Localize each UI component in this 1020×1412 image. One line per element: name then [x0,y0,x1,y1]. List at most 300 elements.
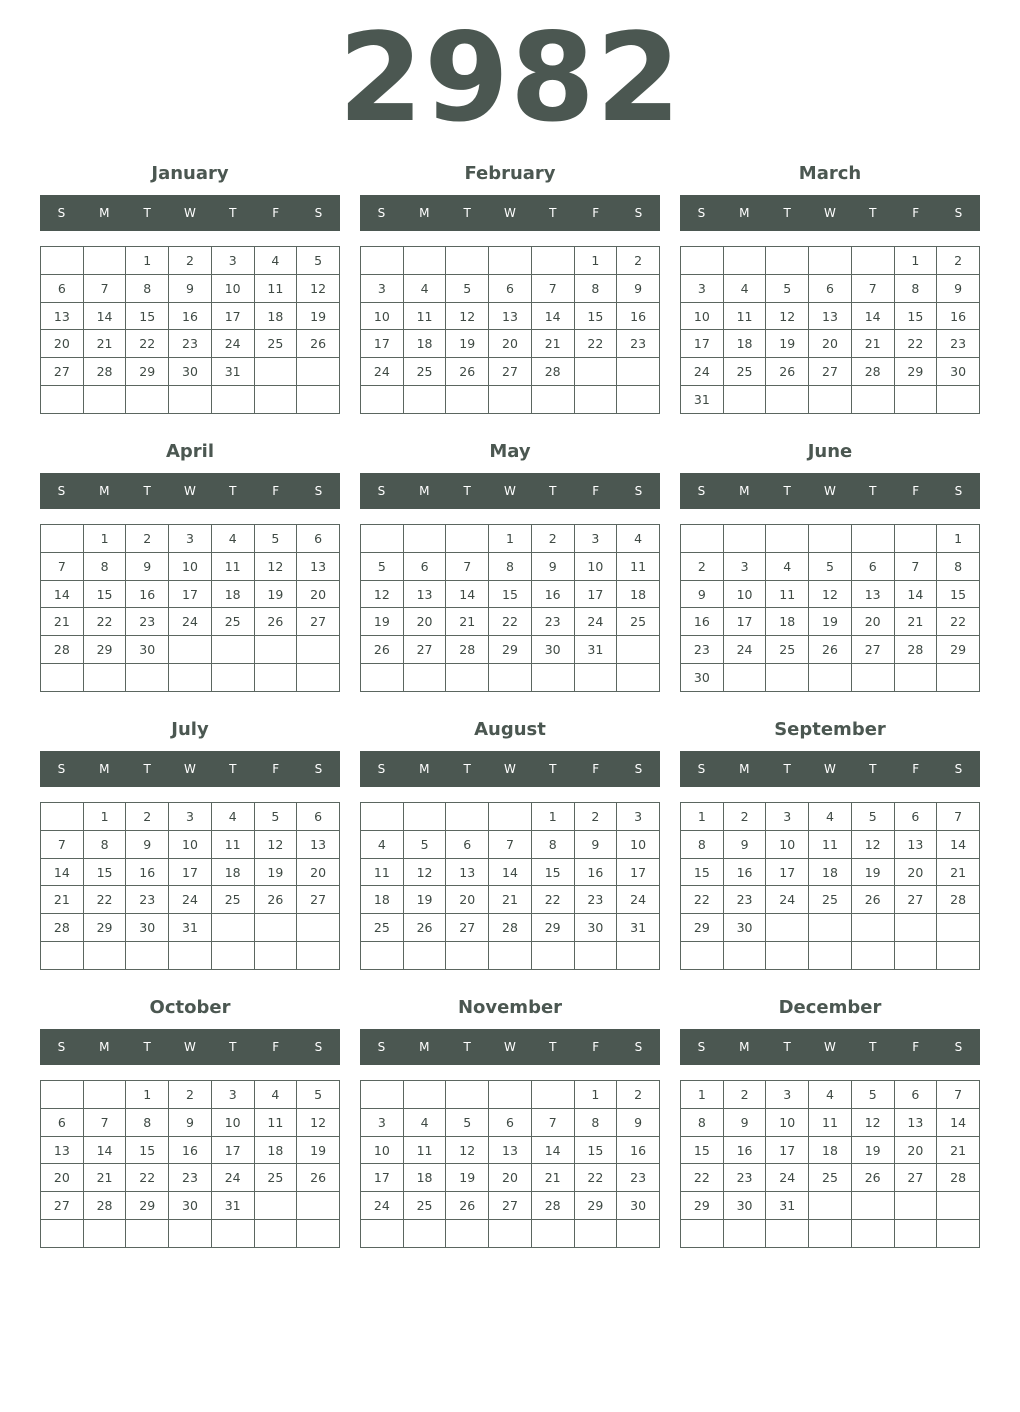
day-cell: 24 [617,886,660,914]
day-cell [937,386,980,414]
day-cell: 22 [574,1164,617,1192]
week-row [361,274,660,302]
day-cell: 18 [361,886,404,914]
day-cell [809,386,852,414]
day-cell: 25 [766,636,809,664]
weekday-label: T [463,206,471,220]
day-cell [489,1220,532,1248]
week-row [41,330,340,358]
weekday-label: S [57,762,66,776]
day-cell: 12 [297,1108,340,1136]
day-cell: 21 [937,1136,980,1164]
day-cell: 19 [851,858,894,886]
day-cell: 23 [617,330,660,358]
week-row [41,525,340,553]
day-cell: 16 [723,858,766,886]
day-cell: 20 [809,330,852,358]
day-table [360,246,660,414]
weekday-label: F [272,1040,280,1054]
day-cell: 11 [211,552,254,580]
day-cell: 30 [937,358,980,386]
day-cell: 14 [937,1108,980,1136]
day-cell: 22 [681,886,724,914]
day-cell: 7 [446,552,489,580]
week-row [361,1164,660,1192]
weekday-header [40,195,340,231]
day-cell [617,1220,660,1248]
day-cell [574,386,617,414]
day-cell: 21 [531,1164,574,1192]
day-cell [446,803,489,831]
day-cell: 10 [169,552,212,580]
day-cell: 5 [297,1081,340,1109]
day-cell: 19 [403,886,446,914]
day-cell [681,247,724,275]
day-cell: 2 [169,1081,212,1109]
day-cell [297,358,340,386]
day-cell: 13 [297,830,340,858]
day-cell: 25 [361,914,404,942]
day-cell: 8 [681,1108,724,1136]
week-row [361,608,660,636]
day-cell: 20 [489,1164,532,1192]
weekday-label: S [634,1040,643,1054]
day-cell: 11 [809,830,852,858]
weekday-label: T [143,206,151,220]
day-cell: 11 [403,302,446,330]
day-cell: 11 [254,274,297,302]
day-cell: 17 [211,302,254,330]
weekday-label: F [592,762,600,776]
day-cell [403,525,446,553]
week-row [681,942,980,970]
day-cell: 5 [254,525,297,553]
day-cell: 10 [766,1108,809,1136]
day-cell: 16 [681,608,724,636]
day-cell: 23 [126,608,169,636]
day-cell: 28 [489,914,532,942]
month-name: January [151,163,229,184]
day-cell [531,664,574,692]
weekday-header [360,473,660,509]
weekday-label: T [869,1040,877,1054]
day-cell [851,1192,894,1220]
day-cell: 8 [83,552,126,580]
day-cell: 26 [766,358,809,386]
day-cell: 16 [126,858,169,886]
day-cell: 18 [211,858,254,886]
day-cell: 19 [361,608,404,636]
day-cell: 27 [894,1164,937,1192]
day-cell [403,1081,446,1109]
week-row [361,1220,660,1248]
day-cell: 3 [211,247,254,275]
day-cell: 12 [809,580,852,608]
day-cell [361,386,404,414]
day-cell: 6 [403,552,446,580]
weekday-label: T [783,206,791,220]
day-cell [41,803,84,831]
day-cell: 28 [446,636,489,664]
day-cell: 28 [83,358,126,386]
day-cell: 7 [41,830,84,858]
day-cell: 3 [617,803,660,831]
day-cell: 25 [254,330,297,358]
day-cell: 10 [211,274,254,302]
day-cell: 14 [894,580,937,608]
weekday-label: T [143,484,151,498]
day-cell [254,636,297,664]
day-cell: 5 [851,1081,894,1109]
day-cell: 29 [681,1192,724,1220]
day-cell [851,1220,894,1248]
week-row [681,1108,980,1136]
day-cell: 20 [851,608,894,636]
day-cell: 11 [617,552,660,580]
week-row [41,274,340,302]
week-row [361,330,660,358]
day-cell: 30 [126,636,169,664]
weekday-label: S [697,206,706,220]
day-cell: 14 [41,858,84,886]
day-cell: 5 [766,274,809,302]
week-row [41,1164,340,1192]
day-cell: 22 [531,886,574,914]
day-cell: 20 [894,858,937,886]
day-cell [254,942,297,970]
day-cell [766,664,809,692]
week-row [361,942,660,970]
week-row [41,803,340,831]
week-row [681,914,980,942]
day-cell: 21 [446,608,489,636]
day-cell: 16 [169,302,212,330]
weekday-label: F [912,1040,920,1054]
day-cell: 17 [766,858,809,886]
day-cell: 15 [83,580,126,608]
day-cell: 18 [809,1136,852,1164]
week-row [41,358,340,386]
day-cell: 1 [894,247,937,275]
day-cell: 24 [361,1192,404,1220]
week-row [41,247,340,275]
day-cell [254,386,297,414]
day-cell: 23 [681,636,724,664]
day-cell [809,664,852,692]
weekday-label: W [504,762,516,776]
day-cell: 10 [211,1108,254,1136]
day-cell: 14 [489,858,532,886]
day-cell [531,942,574,970]
day-cell: 5 [446,274,489,302]
week-row [41,664,340,692]
day-cell [766,942,809,970]
week-row [41,942,340,970]
weekday-header [680,751,980,787]
month-name: June [807,441,853,462]
day-cell: 22 [574,330,617,358]
day-cell: 17 [617,858,660,886]
day-cell: 28 [83,1192,126,1220]
day-cell: 13 [41,302,84,330]
week-row [41,914,340,942]
weekday-label: W [504,206,516,220]
day-cell: 28 [851,358,894,386]
day-table [680,246,980,414]
day-cell: 25 [254,1164,297,1192]
day-cell [766,247,809,275]
day-cell: 29 [574,1192,617,1220]
day-cell: 3 [361,274,404,302]
month-name: September [774,719,886,740]
day-cell [169,942,212,970]
day-cell: 19 [297,302,340,330]
week-row [681,886,980,914]
day-cell [617,358,660,386]
day-cell [617,636,660,664]
day-cell [41,247,84,275]
week-row [361,525,660,553]
day-cell: 9 [617,1108,660,1136]
day-cell: 1 [681,1081,724,1109]
day-cell: 26 [851,1164,894,1192]
day-cell: 11 [361,858,404,886]
day-cell: 13 [894,830,937,858]
day-cell [403,1220,446,1248]
day-cell: 24 [211,1164,254,1192]
day-cell: 5 [361,552,404,580]
day-cell: 9 [126,830,169,858]
day-cell: 11 [766,580,809,608]
week-row [41,386,340,414]
day-cell: 23 [723,886,766,914]
month-name: October [149,997,231,1018]
weekday-label: S [697,762,706,776]
day-cell [894,386,937,414]
weekday-label: S [314,1040,323,1054]
day-cell: 15 [83,858,126,886]
week-row [361,914,660,942]
day-cell [894,664,937,692]
weekday-label: T [783,762,791,776]
day-cell [894,1192,937,1220]
day-cell [617,386,660,414]
day-cell [809,247,852,275]
day-cell: 30 [126,914,169,942]
day-cell: 3 [766,803,809,831]
day-cell: 19 [809,608,852,636]
day-cell: 16 [169,1136,212,1164]
day-cell: 30 [723,1192,766,1220]
day-cell [254,358,297,386]
day-cell: 7 [937,803,980,831]
week-row [361,1136,660,1164]
day-cell: 30 [723,914,766,942]
day-cell [446,386,489,414]
weekday-label: T [143,1040,151,1054]
day-cell: 21 [489,886,532,914]
week-row [361,803,660,831]
weekday-label: M [419,1040,430,1054]
week-row [41,580,340,608]
weekday-label: F [912,484,920,498]
day-cell: 28 [41,636,84,664]
day-cell [403,942,446,970]
day-cell [41,1220,84,1248]
day-cell: 27 [489,358,532,386]
day-cell: 3 [211,1081,254,1109]
weekday-label: S [377,206,386,220]
weekday-header [40,1029,340,1065]
day-cell [617,664,660,692]
day-cell: 17 [361,1164,404,1192]
day-cell [361,942,404,970]
week-row [681,302,980,330]
day-cell: 27 [851,636,894,664]
day-cell: 11 [403,1136,446,1164]
week-row [361,552,660,580]
day-cell [851,386,894,414]
weekday-label: W [184,206,196,220]
weekday-label: T [463,484,471,498]
week-row [41,886,340,914]
day-cell: 17 [681,330,724,358]
day-cell: 4 [361,830,404,858]
day-cell [41,386,84,414]
weekday-label: S [697,1040,706,1054]
day-cell: 13 [297,552,340,580]
day-cell: 25 [403,358,446,386]
day-cell: 16 [937,302,980,330]
day-cell: 12 [446,302,489,330]
week-row [41,858,340,886]
day-cell [446,525,489,553]
day-cell [297,636,340,664]
day-cell: 22 [681,1164,724,1192]
day-cell: 10 [361,302,404,330]
day-cell: 29 [894,358,937,386]
day-cell [361,664,404,692]
weekday-label: W [184,484,196,498]
day-cell: 4 [617,525,660,553]
day-cell: 13 [446,858,489,886]
weekday-label: S [634,206,643,220]
day-cell: 9 [126,552,169,580]
weekday-label: M [739,206,750,220]
weekday-label: S [57,484,66,498]
day-cell: 9 [937,274,980,302]
day-cell: 20 [403,608,446,636]
day-cell [361,803,404,831]
day-cell [723,247,766,275]
week-row [361,636,660,664]
day-cell: 5 [254,803,297,831]
day-cell: 6 [489,1108,532,1136]
day-cell: 28 [937,886,980,914]
day-cell [41,1081,84,1109]
day-cell: 2 [723,1081,766,1109]
day-cell: 20 [41,1164,84,1192]
day-cell: 28 [531,358,574,386]
day-cell: 11 [809,1108,852,1136]
day-cell: 5 [297,247,340,275]
day-cell [446,1220,489,1248]
day-cell: 14 [83,1136,126,1164]
day-cell [446,247,489,275]
day-cell: 8 [126,274,169,302]
week-row [681,636,980,664]
weekday-label: W [504,484,516,498]
day-cell: 15 [894,302,937,330]
day-cell [489,1081,532,1109]
day-cell [894,525,937,553]
day-cell: 11 [211,830,254,858]
week-row [41,830,340,858]
day-cell: 18 [254,1136,297,1164]
day-cell: 15 [489,580,532,608]
weekday-label: T [549,206,557,220]
day-cell: 4 [809,803,852,831]
day-cell: 25 [403,1192,446,1220]
day-cell: 27 [489,1192,532,1220]
day-cell [169,636,212,664]
day-cell: 7 [531,1108,574,1136]
day-cell [254,1220,297,1248]
weekday-label: T [869,484,877,498]
week-row [681,858,980,886]
day-cell: 15 [574,1136,617,1164]
day-cell [617,942,660,970]
day-cell: 23 [531,608,574,636]
day-cell: 17 [211,1136,254,1164]
day-cell [766,386,809,414]
day-cell: 18 [403,1164,446,1192]
week-row [41,1081,340,1109]
day-cell [361,1081,404,1109]
day-cell [809,1220,852,1248]
day-cell: 14 [851,302,894,330]
weekday-label: F [912,206,920,220]
day-cell: 8 [126,1108,169,1136]
weekday-label: S [954,762,963,776]
day-cell: 26 [254,886,297,914]
day-cell: 13 [489,1136,532,1164]
weekday-label: W [184,762,196,776]
day-cell: 4 [254,1081,297,1109]
day-cell [531,247,574,275]
day-cell [126,942,169,970]
day-cell: 18 [617,580,660,608]
day-cell: 13 [489,302,532,330]
weekday-label: S [954,1040,963,1054]
day-cell: 29 [489,636,532,664]
day-table [40,246,340,414]
weekday-label: W [824,1040,836,1054]
day-cell [574,664,617,692]
day-cell [809,914,852,942]
day-cell: 2 [681,552,724,580]
week-row [681,525,980,553]
day-cell: 17 [723,608,766,636]
day-cell [894,942,937,970]
day-cell [211,664,254,692]
day-cell [681,525,724,553]
day-cell: 7 [851,274,894,302]
day-cell [723,386,766,414]
day-cell: 27 [894,886,937,914]
week-row [361,358,660,386]
day-cell: 18 [211,580,254,608]
